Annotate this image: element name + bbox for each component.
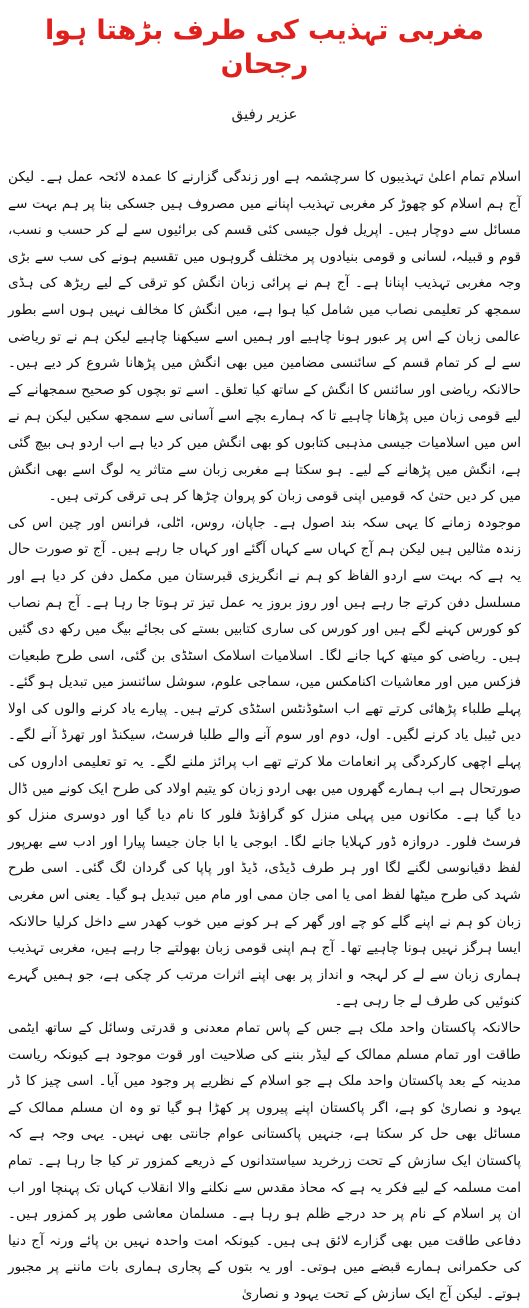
article-paragraph: اسلام تمام اعلیٰ تہذیبوں کا سرچشمہ ہے اور زندگی گزارنے کا عمدہ لائحہ عمل ہے۔ لیکن آج ہم اسلام کو چھوڑ کر مغربی تہذیب اپنانے میں مصروف ہیں جسکی بنا پر ہم بہت سے مسائل سے دوچار ہیں۔ اپریل فول جیسی کئی قسم کی برائیوں سے لے کر حسب و نسب، قوم و قبیلہ، لسانی و قومی بنیادوں پر مختلف گروہوں میں تقسیم ہونے کی سب سے بڑی وجہ مغربی تہذیب اپنانا ہے۔ آج ہم نے پرائی زبان انگش کو ترقی کے لیے ریڑھ کی ہڈی سمجھ کر تعلیمی نصاب میں شامل کیا ہوا ہے، میں انگش کا مخالف نہیں ہوں اسے بطور عالمی زبان کے اس پر عبور ہونا چاہیے اور ہمیں اسے سیکھنا چاہیے لیکن ہم نے تو ریاضی سے لے کر تمام قسم کے سائنسی مضامین میں بھی انگش میں پڑھانا شروع کر دیے ہیں۔ حالانکہ ریاضی اور سائنس کا انگش کے ساتھ کیا تعلق۔ اسے تو بچوں کو صحیح سمجھانے کے لیے قومی زبان میں پڑھانا چاہیے تا کہ ہمارے بچے اسے آسانی سے سمجھ سکیں لیکن ہم نے اس میں اسلامیات جیسی مذہبی کتابوں کو بھی انگش میں کر دیا ہے اب اردو ہی بیچ گئی ہے، انگش میں پڑھانے کے لیے۔ ہو سکتا ہے مغربی زبان سے متاثر یہ لوگ اسے بھی انگش میں کر دیں حتیٰ کہ قومیں اپنی قومی زبان کو پروان چڑھا کر ہی ترقی کرتی ہیں۔: [8, 169, 521, 505]
article-title: مغربی تہذیب کی طرف بڑھتا ہوا رجحان: [45, 15, 484, 80]
author-byline: عزیر رفیق: [231, 105, 298, 123]
article-paragraph: موجودہ زمانے کا یہی سکہ بند اصول ہے۔ جاپان، روس، اٹلی، فرانس اور چین اس کی زندہ مثالیں ہیں لیکن ہم آج کہاں سے کہاں آگئے اور کہاں جا رہے ہیں۔ آج تو صورت حال یہ ہے کہ بہت سے اردو الفاظ کو ہم نے انگریزی قبرستان میں مکمل دفن کر دیا ہے اور مسلسل دفن کرتے جا رہے ہیں اور روز بروز یہ عمل تیز تر ہوتا جا رہا ہے۔ آج ہم نصاب کو کورس کہنے لگے ہیں اور کورس کی ساری کتابیں بستے کی بجائے بیگ میں رکھ دی گئیں ہیں۔ ریاضی کو میتھ کہا جانے لگا۔ اسلامیات اسلامک اسٹڈی بن گئی، اسی طرح طبعیات فزکس میں اور معاشیات اکنامکس میں، سماجی علوم، سوشل سائنسز میں تبدیل ہو گئے۔ پہلے طلباء پڑھائی کرتے تھے اب اسٹوڈنٹس اسٹڈی کرتے ہیں۔ پیارے یاد کرنے والوں کی اولا دیں ٹیبل یاد کرنے لگیں۔ اول، دوم اور سوم آنے والے طلبا فرسٹ، سیکنڈ اور تھرڈ آنے لگے۔ پہلے اچھی کارکردگی پر انعامات ملا کرتے تھے اب پرائز ملنے لگے۔ یہ تو تعلیمی اداروں کی صورتحال ہے اب ہمارے گھروں میں بھی اردو زبان کو یتیم اولاد کی طرح ایک کونے میں ڈال دیا گیا ہے۔ مکانوں میں پہلی منزل کو گراؤنڈ فلور کا نام دیا گیا اور دوسری منزل کو فرسٹ فلور۔ دروازہ ڈور کہلایا جانے لگا۔ ابوجی یا ابا جان جیسا پیارا اور ادب سے بھرپور لفظ دقیانوسی لگنے لگا اور ہر طرف ڈیڈی، ڈیڈ اور پاپا کی گردان لگ گئی۔ اسی طرح شہد کی طرح میٹھا لفظ امی یا امی جان ممی اور مام میں تبدیل ہو گیا۔ یعنی اس مغربی زبان کو ہم نے اپنے گلے کو چے اور گھر کے ہر کونے میں خوب کھدر سے داخل کرلیا حالانکہ ایسا ہرگز نہیں ہونا چاہیے تھا۔ آج ہم اپنی قومی زبان بھولتے جا رہے ہیں، مغربی تہذیب ہماری زبان سے لے کر لہجہ و انداز پر بھی اپنے اثرات مرتب کر چکی ہے، جو ہمیں گہرے کنوئیں کی طرف لے جا رہی ہے۔: [8, 514, 521, 1010]
article-paragraph: حالانکہ پاکستان واحد ملک ہے جس کے پاس تمام معدنی و قدرتی وسائل کے ساتھ ایٹمی طاقت اور تمام مسلم ممالک کے لیڈر بننے کی صلاحیت اور قوت موجود ہے کیونکہ ریاست مدینہ کے بعد پاکستان واحد ملک ہے جو اسلام کے نظریے پر وجود میں آیا۔ اسی چیز کا ڈر یہود و نصاریٰ کو ہے، اگر پاکستان اپنے پیروں پر کھڑا ہو گیا تو وہ ان مسلم ممالک کے مسائل بھی حل کر سکتا ہے، جنہیں پاکستانی عوام جانتی بھی نہیں۔ یہی وجہ ہے کہ پاکستان ایک سازش کے تحت زرخرید سیاستدانوں کے ذریعے کمزور تر کیا جا رہا ہے۔ تمام امت مسلمہ کے لیے فکر یہ ہے کہ محاذ مقدس سے نکلنے والا انقلاب کہاں تک پہنچا اور اب ان پر اسلام کے نام پر حد درجے ظلم ہو رہا ہے۔ مسلمان معاشی طور پر کمزور ہیں۔ دفاعی طاقت میں بھی گزارے لائق ہی ہیں۔ کیونکہ امت واحدہ نہیں بن پائے ورنہ آج دنیا کی حکمرانی ہمارے قبضے میں ہوتی۔ اور یہ بتوں کے پجاری ہماری بات ماننے پر مجبور ہوتے۔ لیکن آج ایک سازش کے تحت یہود و نصاریٰ: [8, 1020, 521, 1302]
article-body: [8, 164, 521, 1308]
